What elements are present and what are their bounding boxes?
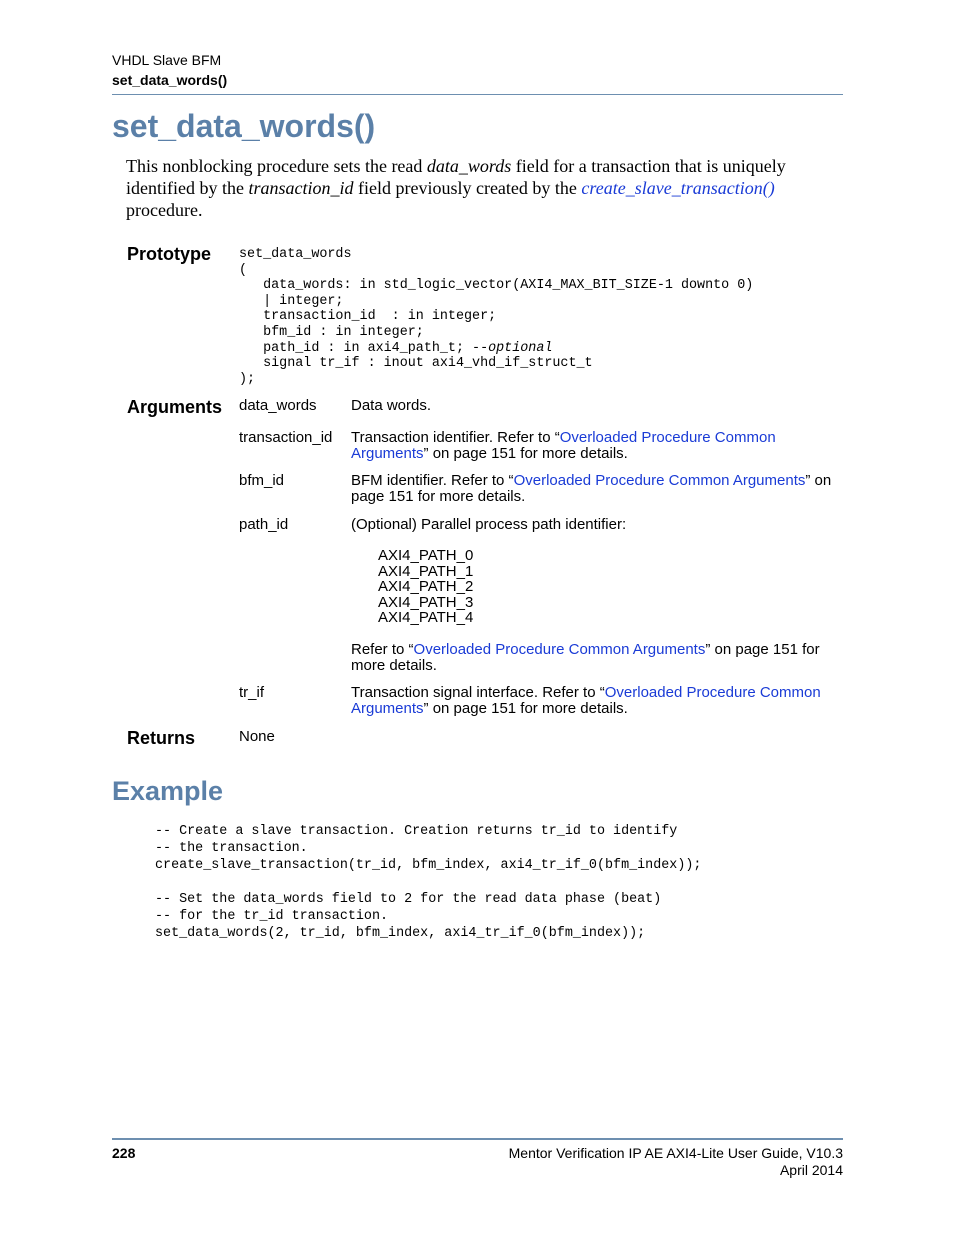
prototype-code-main: set_data_words ( data_words: in std_logic_vector(AXI4_MAX_BIT_SIZE-1 downto 0) | integer; transaction_id : in integer; bfm_id : in integer; path_id : in axi4_path_t; -- — [239, 247, 754, 356]
prototype-code-optional: optional — [488, 340, 553, 356]
create-slave-transaction-link[interactable]: create_slave_transaction() — [581, 178, 775, 198]
running-header-section: VHDL Slave BFM — [112, 52, 222, 68]
path-value: AXI4_PATH_0 — [378, 547, 474, 564]
overloaded-args-link[interactable]: Overloaded Procedure Common Arguments — [413, 641, 706, 658]
header-rule — [112, 94, 843, 95]
arg-name-data-words: data_words — [239, 397, 317, 414]
arg-desc-bfm-id — [351, 473, 843, 505]
overloaded-args-link[interactable]: Overloaded Procedure Common Arguments — [513, 472, 806, 489]
prototype-label: Prototype — [127, 244, 212, 264]
intro-italic-data-words: data_words — [426, 156, 512, 176]
arg-name-bfm-id: bfm_id — [239, 472, 285, 489]
arg-desc-text: Transaction identifier. Refer to “ — [351, 429, 560, 446]
overloaded-args-link[interactable]: Overloaded Procedure Common Arguments — [351, 429, 776, 462]
intro-text: field for a transaction that is uniquely identified by the — [126, 156, 786, 198]
example-code: -- Create a slave transaction. Creation returns tr_id to identify -- the transaction. create_slave_transaction(tr_id, bfm_index, axi4_tr_if_0(bfm_index)); -- Set the data_words field to 2 for the read data phase (beat) -- for the tr_id transaction. set_data_words(2, tr_id, bfm_index, axi4_tr_if_0(bfm_index)); — [155, 824, 702, 941]
arg-name-tr-if: tr_if — [239, 684, 265, 701]
path-value: AXI4_PATH_3 — [378, 593, 474, 611]
prototype-code-end: signal tr_if : inout axi4_vhd_if_struct_t ); — [239, 356, 593, 387]
arg-name-path-id: path_id — [239, 516, 289, 533]
footer-info — [509, 1145, 843, 1179]
arg-desc-text: ” on page 151 for more details. — [351, 472, 832, 505]
arg-desc-text: Transaction signal interface. Refer to “ — [351, 684, 605, 701]
prototype-code — [239, 247, 753, 387]
arg-desc-path-id: (Optional) Parallel process path identifier: — [351, 516, 627, 533]
guide-date: April 2014 — [779, 1162, 843, 1178]
running-header-topic: set_data_words() — [112, 72, 228, 88]
intro-text: procedure. — [126, 200, 203, 220]
guide-title: Mentor Verification IP AE AXI4-Lite User Guide, V10.3 — [508, 1145, 843, 1161]
returns-label: Returns — [127, 728, 196, 748]
arg-name-transaction-id: transaction_id — [239, 429, 333, 446]
page-number: 228 — [112, 1145, 136, 1161]
path-id-values — [378, 548, 473, 626]
arg-desc-transaction-id — [351, 430, 843, 462]
arg-desc-text: ” on page 151 for more details. — [423, 700, 628, 717]
example-heading: Example — [112, 776, 224, 806]
arg-desc-text: ” on page 151 for more details. — [423, 445, 628, 462]
path-value: AXI4_PATH_1 — [378, 562, 474, 580]
path-value: AXI4_PATH_4 — [378, 609, 474, 626]
returns-value: None — [239, 728, 275, 745]
intro-text: This nonblocking procedure sets the read — [126, 156, 427, 176]
intro-italic-transaction-id: transaction_id — [248, 178, 354, 198]
arg-desc-tr-if — [351, 685, 843, 717]
arg-desc-path-id-refer — [351, 642, 843, 674]
arg-desc-text: Refer to “ — [351, 641, 414, 658]
path-value: AXI4_PATH_2 — [378, 578, 474, 595]
arg-desc-text: ” on page 151 for more details. — [351, 641, 820, 674]
overloaded-args-link[interactable]: Overloaded Procedure Common Arguments — [351, 684, 821, 717]
page-title: set_data_words() — [112, 108, 376, 144]
intro-text: field previously created by the — [353, 178, 582, 198]
intro-paragraph — [126, 155, 826, 221]
footer-rule — [112, 1138, 843, 1140]
arg-desc-data-words: Data words. — [351, 397, 432, 414]
arg-desc-text: BFM identifier. Refer to “ — [351, 472, 514, 489]
arguments-label: Arguments — [127, 397, 223, 417]
